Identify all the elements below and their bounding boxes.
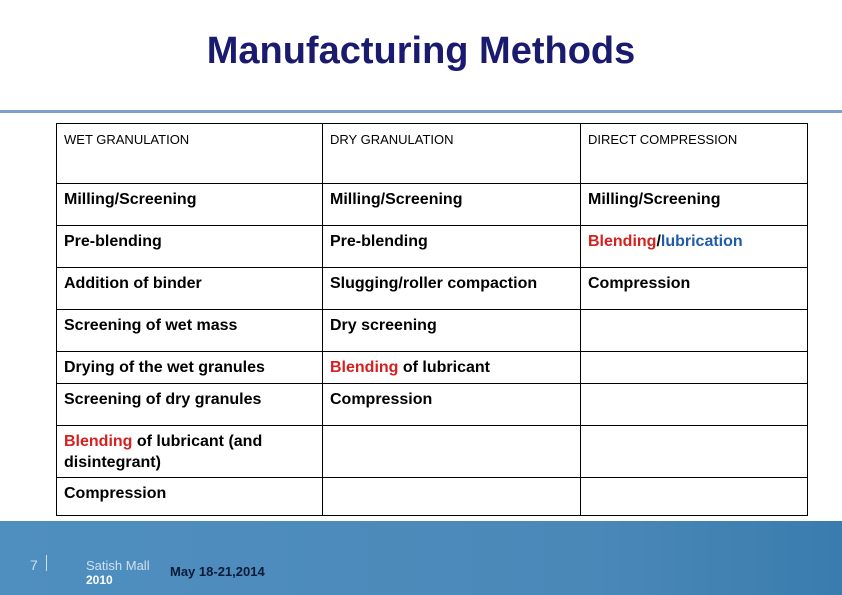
page-separator	[46, 555, 47, 571]
table-cell: Pre-blending	[323, 226, 581, 268]
slide-title: Manufacturing Methods	[206, 30, 636, 72]
table-cell	[323, 478, 581, 516]
table-cell: Blending of lubricant (and disintegrant)	[57, 426, 323, 478]
table-cell: Pre-blending	[57, 226, 323, 268]
table-row	[57, 352, 808, 384]
footer-bar	[0, 521, 842, 595]
table-cell: Addition of binder	[57, 268, 323, 310]
table-cell: Dry screening	[323, 310, 581, 352]
table-cell: Blending/lubrication	[581, 226, 808, 268]
table-cell: Blending of lubricant	[323, 352, 581, 384]
table-row	[57, 310, 808, 352]
author-year: 2010	[86, 573, 113, 587]
table-row	[57, 478, 808, 516]
table-row	[57, 184, 808, 226]
blending-text: Blending	[330, 359, 399, 376]
table-cell	[581, 310, 808, 352]
lubrication-text: lubrication	[660, 233, 743, 250]
header-direct-compression: DIRECT COMPRESSION	[581, 124, 808, 184]
event-date: May 18-21,2014	[170, 564, 265, 579]
table-row	[57, 226, 808, 268]
table-cell: Slugging/roller compaction	[323, 268, 581, 310]
table-cell	[581, 426, 808, 478]
table-cell: Screening of dry granules	[57, 384, 323, 426]
table-cell: Milling/Screening	[323, 184, 581, 226]
blending-text: Blending	[64, 433, 133, 450]
table-cell: Screening of wet mass	[57, 310, 323, 352]
author-name: Satish Mall	[86, 558, 150, 573]
table-cell: Compression	[57, 478, 323, 516]
table-row	[57, 268, 808, 310]
manufacturing-methods-table	[56, 123, 808, 516]
table-cell	[581, 478, 808, 516]
header-wet-granulation: WET GRANULATION	[57, 124, 323, 184]
table-cell: Drying of the wet granules	[57, 352, 323, 384]
header-row	[57, 124, 808, 184]
table-cell: Compression	[323, 384, 581, 426]
table-cell: Compression	[581, 268, 808, 310]
table-row	[57, 426, 808, 478]
page-number: 7	[30, 557, 38, 573]
title-divider	[0, 110, 842, 113]
table-cell	[581, 352, 808, 384]
table-cell	[323, 426, 581, 478]
header-dry-granulation: DRY GRANULATION	[323, 124, 581, 184]
table-cell: Milling/Screening	[581, 184, 808, 226]
table-cell: Milling/Screening	[57, 184, 323, 226]
table-cell	[581, 384, 808, 426]
table-row	[57, 384, 808, 426]
blending-text: Blending	[588, 233, 657, 250]
